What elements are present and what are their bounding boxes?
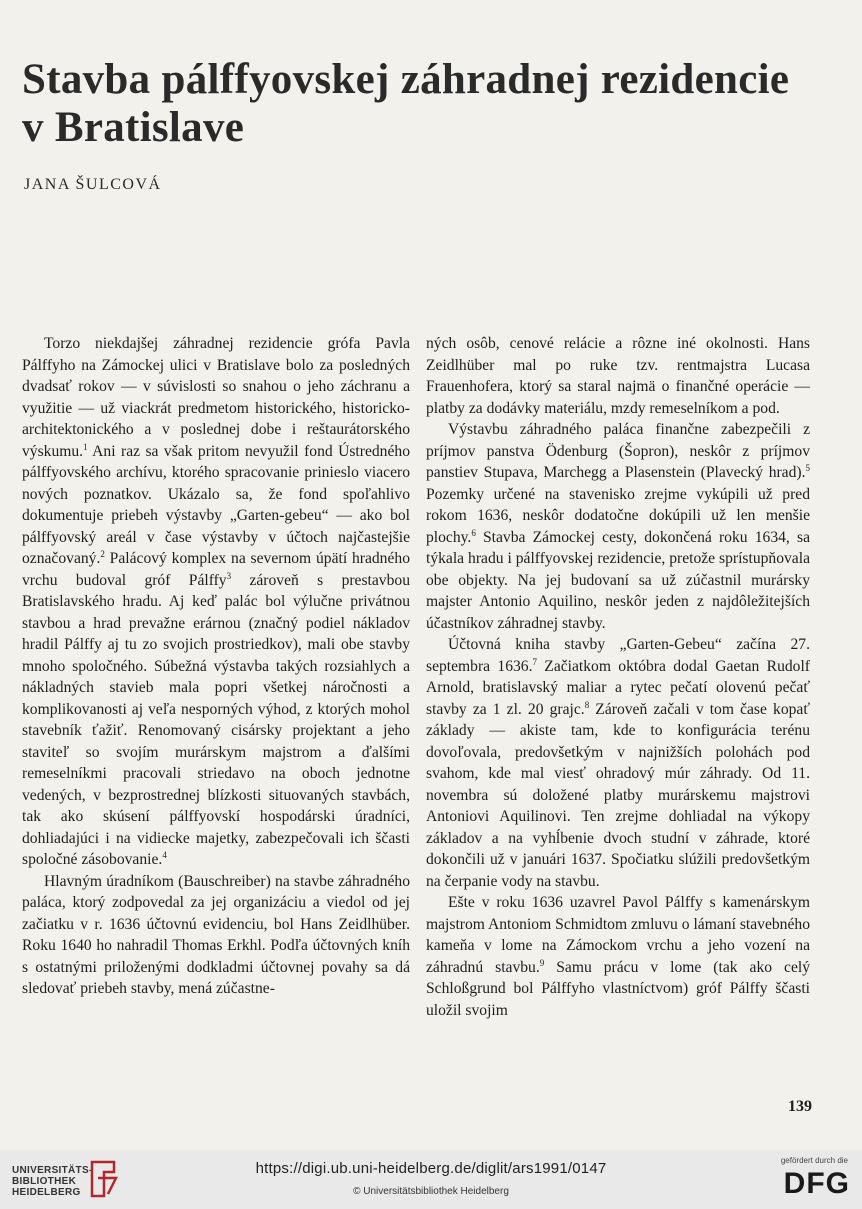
footer-bar [0, 1150, 862, 1209]
footnote-ref[interactable]: 1 [83, 441, 88, 452]
footnote-ref[interactable]: 6 [471, 527, 476, 538]
footnote-ref[interactable]: 5 [805, 462, 810, 473]
author-name: JANA ŠULCOVÁ [24, 176, 162, 193]
title-line-1: Stavba pálffyovskej záhradnej rezidencie [22, 56, 790, 103]
footnote-ref[interactable]: 3 [226, 570, 232, 581]
footnote-ref[interactable]: 9 [539, 957, 545, 968]
right-column [426, 333, 810, 1021]
document-url-link[interactable]: https://digi.ub.uni-heidelberg.de/diglit/ars1991/0147 [255, 1160, 607, 1177]
copyright-text: © Universitätsbibliothek Heidelberg [353, 1186, 509, 1197]
footnote-ref[interactable]: 2 [100, 548, 105, 559]
title-line-2: v Bratislave [22, 104, 245, 151]
paragraph: Hlavným úradníkom (Bauschreiber) na stavbe záhradného paláca, ktorý zodpovedal za jej organizáciu a viedol od jej začiatku v r. 1636 účtovnú evidenciu, bol Hans Zeidlhüber. Roku 1640 ho nahradil Thomas Erkhl. Podľa účtovných kníh s ostatnými priloženými dodkladmi účtovnej povahy sa dá sledovať priebeh stavby, mená zúčastne- [22, 872, 410, 997]
footnote-ref[interactable]: 4 [162, 849, 167, 860]
left-column [22, 333, 410, 1000]
paragraph: Výstavbu záhradného paláca finančne zabezpečili z príjmov panstva Ödenburg (Šopron), neskôr z príjmov panstiev Stupava, Marchegg a Plasenstein (Plavecký hrad).$^5$ Pozemky určené na stavenisko zrejme vykúpili už pred rokom 1636, neskôr dodatočne dokúpili už len menšie plochy.$^6$ Stavba Zámockej cesty, dokončená roku 1634, sa týkala hradu i pálffyovskej rezidencie, pretože sprístupňovala obe objekty. Na jej budovaní sa už zúčastnil murársky majster Antonio Aquilino, neskôr jeden z najdôležitejších účastníkov záhradnej stavby. [426, 421, 810, 632]
dfg-logo[interactable]: DFG [783, 1167, 850, 1200]
footnote-ref[interactable]: 8 [584, 699, 590, 710]
article-title [22, 56, 822, 152]
library-logo-text[interactable]: UNIVERSITÄTS- BIBLIOTHEK HEIDELBERG [12, 1165, 93, 1198]
footnote-ref[interactable]: 7 [532, 656, 537, 667]
paragraph: Ešte v roku 1636 uzavrel Pavol Pálffy s kamenárskym majstrom Antoniom Schmidtom zmluvu o lámaní stavebného kameňa v lome na Zámockom vrchu a jeho vození na záhradnú stavbu.$^9$ Samu prácu v lome (tak ako celý Schloßgrund bol Pálffyho vlastníctvom) gróf Pálffy ščasti uložil svojim [426, 894, 810, 1019]
paragraph: Účtovná kniha stavby „Garten-Gebeu“ začína 27. septembra 1636.$^7$ Začiatkom októbra dodal Gaetan Rudolf Arnold, bratislavský maliar a rytec pečatí olovenú pečať stavby za 1 zl. 20 grajc.$^8$ Zároveň začali v tom čase kopať základy — akiste tam, kde to konfigurácia terénu dovoľovala, predovšetkým v najnižších polohách pod svahom, kde mal viesť ohradový múr záhrady. Od 11. novembra sú doložené platby murárskemu majstrovi Antoniovi Aquilinovi. Ten zrejme dohliadal na výkopy základov a na vyhĺbenie dvoch studní v záhrade, ktoré dokončili už v januári 1637. Spočiatku slúžili predovšetkým na čerpanie vody na stavbu. [426, 636, 811, 890]
paragraph: Torzo niekdajšej záhradnej rezidencie grófa Pavla Pálffyho na Zámockej ulici v Bratislave bolo za posledných dvadsať rokov — v súvislosti so snahou o jeho záchranu a využitie — už viackrát predmetom historického, historicko-architektonického a v poslednej dobe i reštaurátorského výskumu.$^1$ Ani raz sa však pritom nevyužil fond Ústredného pálffyovského archívu, ktorého spracovanie prinieslo viacero nových poznatkov. Ukázalo sa, že fond spoľahlivo dokumentuje priebeh výstavby „Garten-gebeu“ — ako bol pálffyovský areál v čase výstavby v účtoch najčastejšie označovaný.$^2$ Palácový komplex na severnom úpätí hradného vrchu budoval gróf Pálffy$^3$ zároveň s prestavbou Bratislavského hradu. Aj keď palác bol výlučne privátnou stavbou a hrad prevažne erárnou (značný podiel nákladov hradil Pálffy aj tu zo svojich prostriedkov), mali obe stavby mnoho spoločného. Súbežná výstavba takých rozsiahlych a nákladných stavieb mala popri všetkej náročnosti a komplikovanosti aj veľa nesporných výhod, z ktorých mohol stavebník ťažiť. Renomovaný cisársky projektant a jeho staviteľ so svojím murárskym majstrom a ďalšími remeselníkmi pracovali striedavo na oboch jednotne vedených, v bezprostrednej blízkosti situovaných stavbách, tak ako skúsení pálffyovskí hospodárski úradníci, dohliadajúci i na vidiecke majetky, zabezpečovali ich ščasti spoločné zásobovanie.$^4$ [22, 335, 410, 868]
page-number: 139 [788, 1098, 812, 1115]
funding-note: gefördert durch die [780, 1156, 848, 1165]
paragraph: ných osôb, cenové relácie a rôzne iné okolnosti. Hans Zeidlhüber mal po ruke tzv. rentmajstra Lucasa Frauenhofera, ktorý sa staral najmä o finančné operácie — platby za dodávky materiálu, mzdy remeselníkom a pod. [426, 335, 810, 417]
